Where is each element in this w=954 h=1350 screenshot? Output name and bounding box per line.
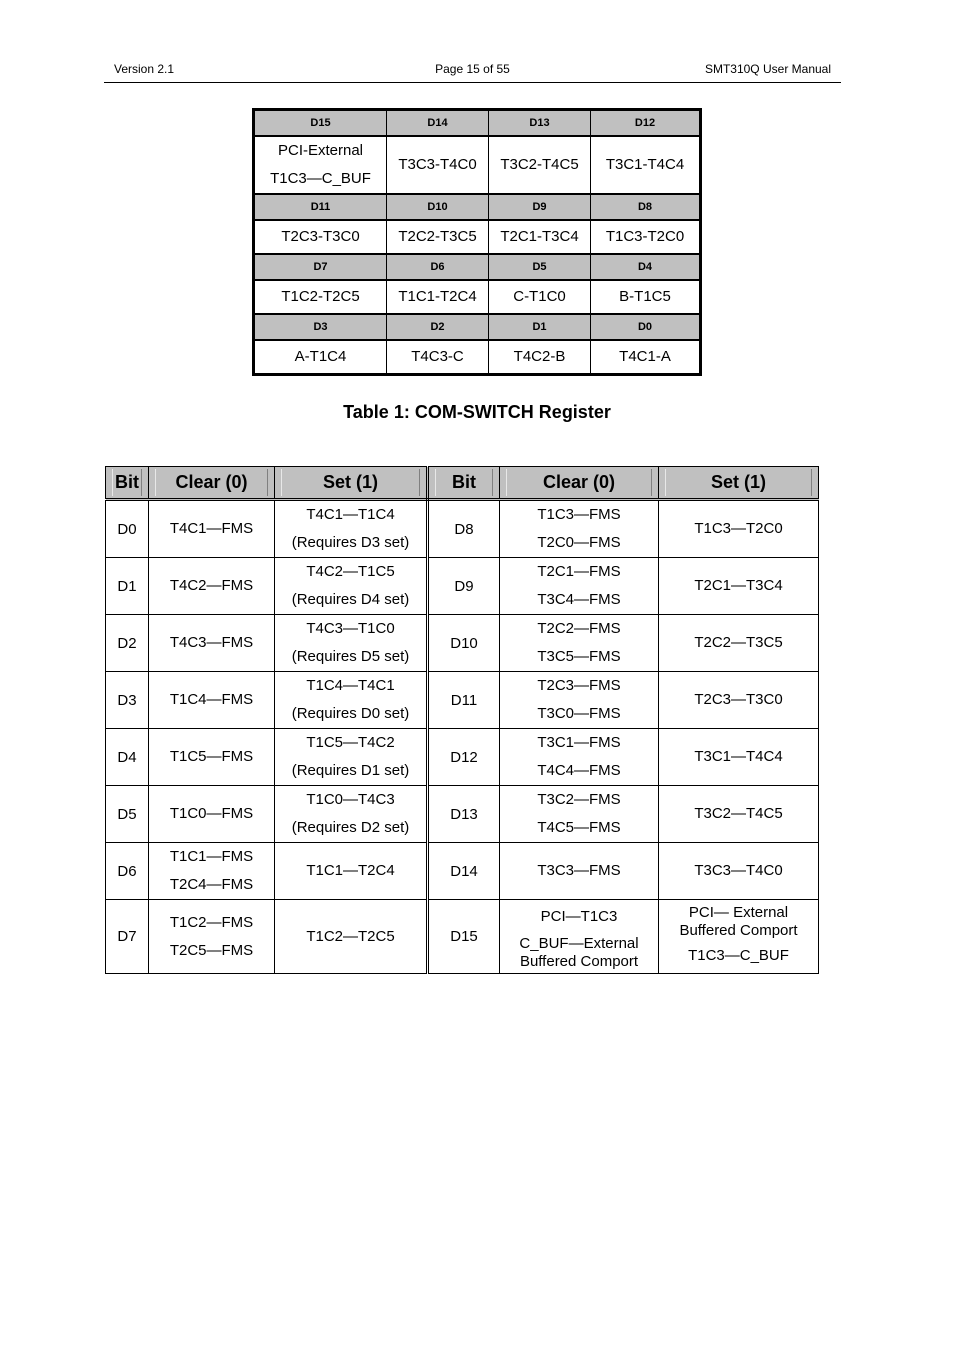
- cell-text: T1C3—FMS: [537, 506, 621, 523]
- cell-text: T4C2—FMS: [169, 577, 254, 594]
- register-value-text: T4C3-C: [411, 348, 464, 365]
- cell-text: T3C3—FMS: [537, 862, 621, 879]
- register-bit-label: D5: [489, 254, 591, 280]
- clear-cell: [149, 786, 275, 843]
- bit-cell: D14: [428, 843, 500, 900]
- cell-text: T4C1—T1C4: [306, 506, 395, 523]
- column-header: [659, 467, 819, 500]
- table-caption: Table 1: COM-SWITCH Register: [343, 402, 611, 422]
- register-value-text: T3C3-T4C0: [398, 156, 477, 173]
- column-header-label: Set (1): [281, 469, 420, 496]
- cell-text: (Requires D2 set): [291, 819, 410, 836]
- register-value-text: T1C3-T2C0: [605, 228, 685, 245]
- register-bit-label: D2: [387, 314, 489, 340]
- register-bit-label: D10: [387, 194, 489, 220]
- column-header: [275, 467, 428, 500]
- register-value-text: T2C1-T3C4: [500, 228, 579, 245]
- register-bit-label: D12: [591, 110, 701, 137]
- cell-text: T3C3—T4C0: [694, 862, 783, 879]
- clear-cell: [149, 672, 275, 729]
- column-header: [106, 467, 149, 500]
- cell-text: T1C4—FMS: [169, 691, 254, 708]
- clear-cell: [500, 900, 659, 974]
- set-cell: [659, 786, 819, 843]
- register-value-text: T4C1-A: [619, 348, 671, 365]
- bit-cell: D5: [106, 786, 149, 843]
- register-value-cell: [254, 340, 387, 375]
- register-bit-label: D14: [387, 110, 489, 137]
- register-bit-row: [254, 194, 701, 220]
- set-cell: [659, 558, 819, 615]
- set-cell: [275, 500, 428, 558]
- column-header-label: Bit: [112, 469, 142, 496]
- register-value-cell: [591, 280, 701, 314]
- cell-text: (Requires D5 set): [291, 648, 410, 665]
- cell-text: (Requires D0 set): [291, 705, 410, 722]
- bit-cell: D4: [106, 729, 149, 786]
- table-row: [106, 672, 819, 729]
- cell-text: T4C3—T1C0: [306, 620, 395, 637]
- register-value-text: C-T1C0: [513, 288, 566, 305]
- set-cell: [275, 558, 428, 615]
- bit-cell: D1: [106, 558, 149, 615]
- bit-cell: D10: [428, 615, 500, 672]
- column-header-label: Set (1): [665, 469, 812, 496]
- column-header: [428, 467, 500, 500]
- register-bit-label: D1: [489, 314, 591, 340]
- bit-cell: D12: [428, 729, 500, 786]
- register-value-row: [254, 280, 701, 314]
- register-bit-label: D15: [254, 110, 387, 137]
- clear-cell: [500, 500, 659, 558]
- clear-cell: [149, 900, 275, 974]
- clear-cell: [500, 672, 659, 729]
- register-value-cell: [489, 220, 591, 254]
- bit-cell: D11: [428, 672, 500, 729]
- page-number: Page 15 of 55: [435, 62, 510, 76]
- cell-text: T4C5—FMS: [537, 819, 621, 836]
- manual-title: SMT310Q User Manual: [704, 62, 831, 76]
- set-cell: [275, 843, 428, 900]
- clear-cell: [149, 558, 275, 615]
- register-value-text: T3C1-T4C4: [605, 156, 685, 173]
- cell-text: T3C4—FMS: [537, 591, 621, 608]
- set-cell: [659, 729, 819, 786]
- register-value-text: A-T1C4: [294, 348, 347, 365]
- register-value-row: [254, 340, 701, 375]
- set-cell: [275, 900, 428, 974]
- register-bit-label: D3: [254, 314, 387, 340]
- cell-text: T1C3—T2C0: [694, 520, 783, 537]
- register-value-row: [254, 136, 701, 194]
- cell-text: T2C3—FMS: [537, 677, 621, 694]
- cell-text: T2C4—FMS: [169, 876, 254, 893]
- page-header: [104, 58, 841, 83]
- register-bit-label: D4: [591, 254, 701, 280]
- cell-text: T1C5—FMS: [169, 748, 254, 765]
- register-value-text: T1C3—C_BUF: [270, 170, 371, 187]
- register-bit-label: D9: [489, 194, 591, 220]
- cell-text: T2C5—FMS: [169, 941, 254, 959]
- version-label: Version 2.1: [114, 62, 175, 76]
- cell-text: C_BUF—External: [519, 934, 639, 952]
- column-header-label: Bit: [435, 469, 493, 496]
- cell-text: (Requires D3 set): [291, 534, 410, 551]
- clear-cell: [500, 615, 659, 672]
- bit-cell: D0: [106, 500, 149, 558]
- clear-cell: [500, 558, 659, 615]
- column-header-label: Clear (0): [155, 469, 268, 496]
- register-bit-row: [254, 314, 701, 340]
- bit-cell: D3: [106, 672, 149, 729]
- bit-cell: D7: [106, 900, 149, 974]
- register-bit-label: D6: [387, 254, 489, 280]
- register-value-text: T1C2-T2C5: [281, 288, 360, 305]
- cell-text: T2C1—FMS: [537, 563, 621, 580]
- com-switch-register-table: [252, 108, 702, 376]
- register-value-text: T4C2-B: [513, 348, 566, 365]
- bit-cell: D6: [106, 843, 149, 900]
- register-value-text: T2C2-T3C5: [398, 228, 477, 245]
- register-bit-label: D13: [489, 110, 591, 137]
- cell-text: T2C2—T3C5: [694, 634, 783, 651]
- clear-cell: [149, 729, 275, 786]
- clear-cell: [500, 786, 659, 843]
- set-cell: [659, 843, 819, 900]
- cell-text: T4C3—FMS: [169, 634, 254, 651]
- cell-text: PCI—T1C3: [540, 907, 618, 925]
- register-value-cell: [387, 136, 489, 194]
- cell-text: T1C1—T2C4: [306, 862, 395, 879]
- set-cell: [275, 729, 428, 786]
- column-header: [500, 467, 659, 500]
- table-row: [106, 729, 819, 786]
- cell-text: T3C2—T4C5: [694, 805, 783, 822]
- register-value-text: B-T1C5: [619, 288, 671, 305]
- table-row: [106, 843, 819, 900]
- register-bit-label: D11: [254, 194, 387, 220]
- cell-text: T2C3—T3C0: [694, 691, 783, 708]
- bit-cell: D9: [428, 558, 500, 615]
- cell-text: PCI— External: [688, 903, 789, 921]
- cell-text: (Requires D1 set): [291, 762, 410, 779]
- cell-text: T4C1—FMS: [169, 520, 254, 537]
- register-bit-row: [254, 254, 701, 280]
- cell-text: T3C1—T4C4: [694, 748, 783, 765]
- table-row: [106, 558, 819, 615]
- table-row: [106, 900, 819, 974]
- cell-text: T1C0—FMS: [169, 805, 254, 822]
- bit-cell: D13: [428, 786, 500, 843]
- cell-text: T1C1—FMS: [169, 848, 254, 865]
- register-bit-label: D8: [591, 194, 701, 220]
- clear-cell: [149, 615, 275, 672]
- register-value-cell: [591, 136, 701, 194]
- cell-text: T1C0—T4C3: [306, 791, 395, 808]
- cell-text: (Requires D4 set): [291, 591, 410, 608]
- register-value-text: T1C1-T2C4: [398, 288, 477, 305]
- register-value-cell: [591, 340, 701, 375]
- bit-cell: D8: [428, 500, 500, 558]
- bit-cell: D2: [106, 615, 149, 672]
- register-value-cell: [489, 136, 591, 194]
- set-cell: [275, 672, 428, 729]
- register-value-cell: [489, 280, 591, 314]
- register-bit-label: D0: [591, 314, 701, 340]
- cell-text: T4C2—T1C5: [306, 563, 395, 580]
- cell-text: Buffered Comport: [679, 921, 798, 939]
- set-cell: [659, 615, 819, 672]
- register-value-cell: [254, 136, 387, 194]
- table-row: [106, 786, 819, 843]
- cell-text: T2C0—FMS: [537, 534, 621, 551]
- register-value-cell: [254, 280, 387, 314]
- bit-cell: D15: [428, 900, 500, 974]
- column-header: [149, 467, 275, 500]
- register-value-row: [254, 220, 701, 254]
- clear-cell: [149, 843, 275, 900]
- register-value-cell: [387, 220, 489, 254]
- column-header-label: Clear (0): [506, 469, 652, 496]
- set-cell: [659, 500, 819, 558]
- set-cell: [659, 672, 819, 729]
- register-value-text: T2C3-T3C0: [281, 228, 360, 245]
- register-value-cell: [387, 280, 489, 314]
- register-bit-row: [254, 110, 701, 137]
- register-value-cell: [489, 340, 591, 375]
- cell-text: T1C3—C_BUF: [688, 946, 789, 964]
- register-value-cell: [591, 220, 701, 254]
- cell-text: T1C4—T4C1: [306, 677, 395, 694]
- cell-text: T2C1—T3C4: [694, 577, 783, 594]
- cell-text: T1C2—FMS: [169, 913, 254, 931]
- cell-text: Buffered Comport: [519, 952, 639, 970]
- cell-text: T3C2—FMS: [537, 791, 621, 808]
- register-value-cell: [387, 340, 489, 375]
- cell-text: T1C5—T4C2: [306, 734, 395, 751]
- cell-text: T3C5—FMS: [537, 648, 621, 665]
- register-value-cell: [254, 220, 387, 254]
- cell-text: T2C2—FMS: [537, 620, 621, 637]
- register-value-text: T3C2-T4C5: [500, 156, 579, 173]
- table-row: [106, 500, 819, 558]
- cell-text: T1C2—T2C5: [306, 927, 395, 945]
- table-row: [106, 615, 819, 672]
- cell-text: T4C4—FMS: [537, 762, 621, 779]
- clear-cell: [500, 843, 659, 900]
- cell-text: T3C0—FMS: [537, 705, 621, 722]
- cell-text: T3C1—FMS: [537, 734, 621, 751]
- set-cell: [275, 615, 428, 672]
- clear-cell: [500, 729, 659, 786]
- set-cell: [275, 786, 428, 843]
- bit-mapping-table: [105, 466, 819, 974]
- set-cell: [659, 900, 819, 974]
- clear-cell: [149, 500, 275, 558]
- register-bit-label: D7: [254, 254, 387, 280]
- register-value-text: PCI-External: [277, 142, 364, 159]
